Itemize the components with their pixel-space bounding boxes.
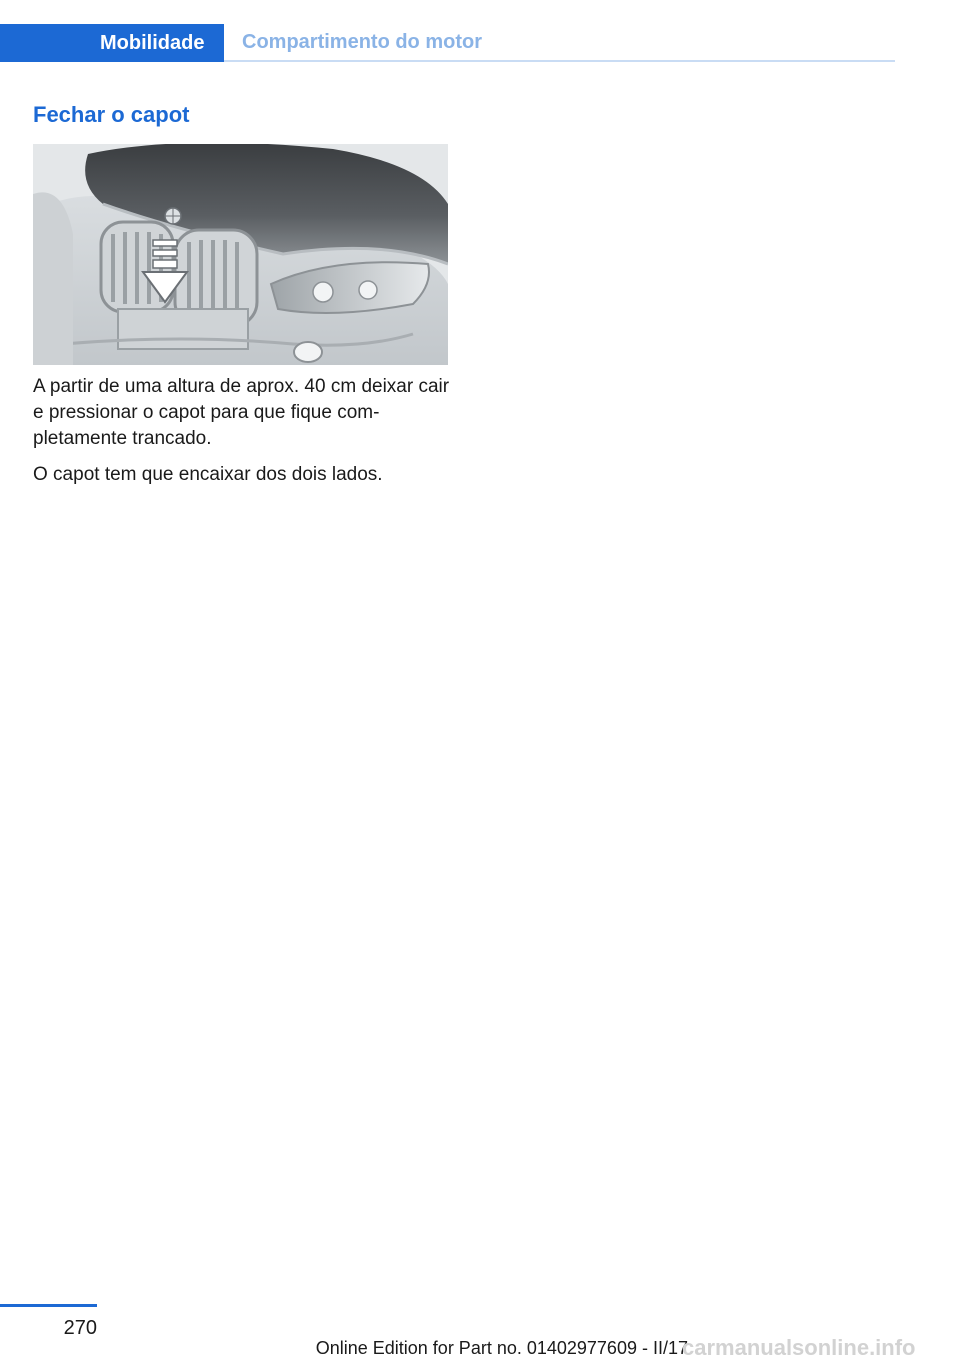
edition-line: Online Edition for Part no. 01402977609 - II/17 [315,1338,688,1358]
section-tab[interactable]: Compartimento do motor [224,24,895,62]
chapter-tab[interactable]: Mobilidade [0,24,224,62]
body-text [33,374,453,498]
watermark: carmanualsonline.info [682,1335,916,1360]
car-hood-illustration [33,144,448,365]
note-paragraph: O capot tem que encaixar dos dois lados. [33,464,383,485]
car-hood-closing-arrow-icon [33,144,448,365]
page-header [0,24,895,62]
instruction-paragraph: A partir de uma altura de aprox. 40 cm deixar cair e pressionar o capot para que fique com-pletamente trancado. [33,376,450,449]
section-heading: Fechar o capot [33,102,190,127]
page-number: 270 [63,1317,97,1339]
footer-rule [0,1304,97,1307]
